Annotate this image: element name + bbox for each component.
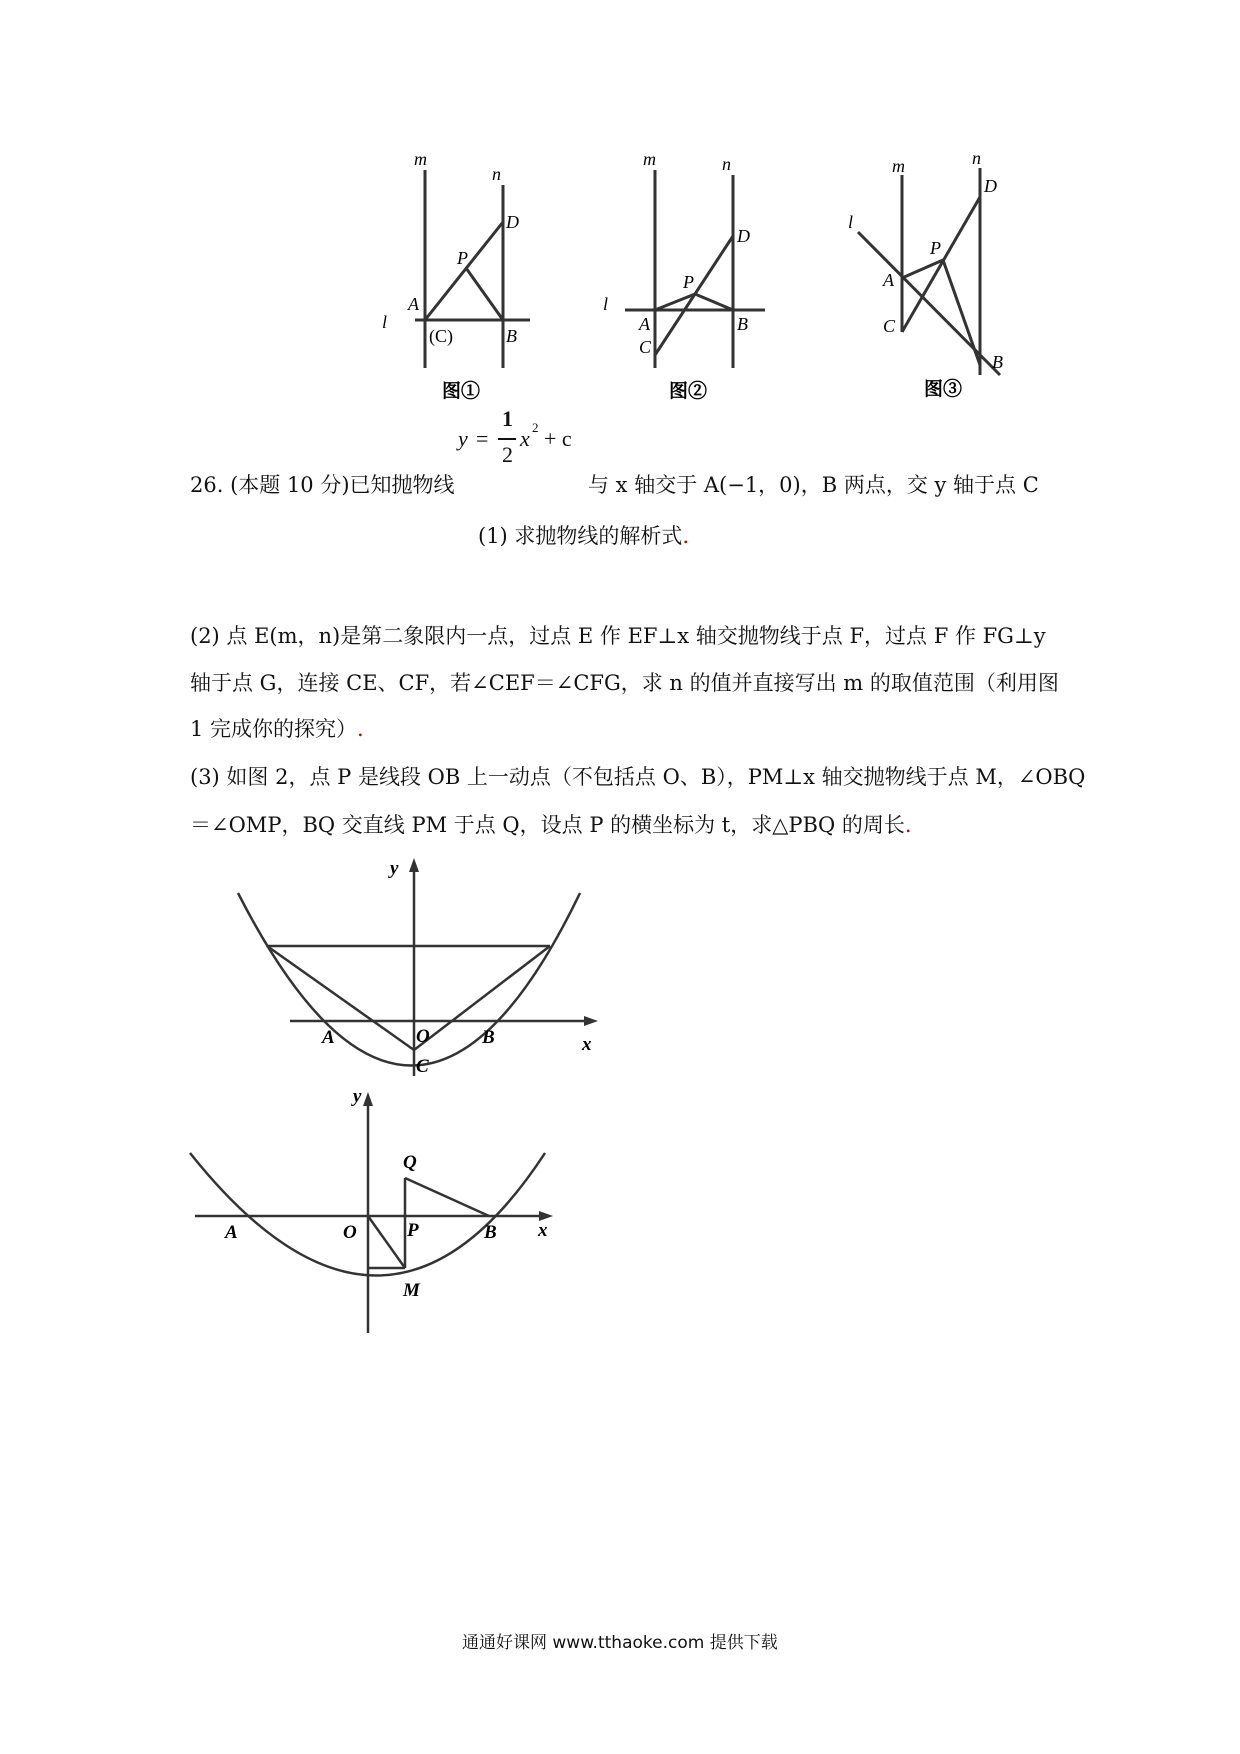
axis-label-x: x [538, 1220, 548, 1241]
point-B: B [482, 1027, 495, 1048]
point-A: A [322, 1027, 335, 1048]
formula-y: y [458, 426, 468, 451]
point-O: O [343, 1222, 357, 1243]
figure-1 [370, 150, 550, 410]
y-arrow [363, 1092, 373, 1106]
label-n: n [492, 164, 501, 184]
part1-text: (1) 求抛物线的解析式 [478, 524, 683, 548]
fraction-bar [498, 438, 516, 440]
formula-eq: = [476, 426, 489, 451]
part2-line3-text: 1 完成你的探究） [190, 717, 358, 741]
label-D: D [984, 176, 997, 196]
point-C: C [416, 1056, 429, 1077]
figure-3 [840, 150, 1040, 410]
label-A: A [408, 294, 419, 314]
formula-den: 2 [502, 442, 513, 467]
axis-label-y: y [353, 1088, 362, 1107]
label-D: D [506, 212, 519, 232]
part3-dot: . [904, 813, 912, 837]
label-P: P [683, 272, 694, 292]
problem-part2-line2: 轴于点 G，连接 CE、CF，若∠CEF＝∠CFG，求 n 的值并直接写出 m 的取值范围（利用图 [190, 671, 1059, 695]
label-A: A [883, 270, 894, 290]
label-C: C [883, 316, 896, 336]
label-n: n [972, 150, 981, 168]
figure-2 [600, 150, 780, 410]
label-B: B [506, 326, 517, 346]
label-l: l [848, 212, 854, 232]
caption-fig2: 图② [669, 381, 708, 402]
problem-part1 [478, 521, 689, 551]
formula-exp: 2 [532, 420, 539, 435]
caption-fig1: 图① [442, 381, 481, 402]
part1-dot: . [682, 524, 690, 548]
label-P: P [930, 238, 941, 258]
label-C: C [639, 337, 652, 357]
point-A: A [225, 1222, 238, 1243]
label-n: n [722, 154, 731, 174]
label-l: l [382, 312, 388, 332]
label-C: (C) [429, 326, 453, 346]
axis-label-y: y [390, 858, 399, 879]
formula-num: 1 [502, 406, 513, 431]
label-m: m [892, 156, 905, 176]
graph-1 [230, 858, 610, 1083]
label-B: B [992, 352, 1003, 372]
label-P: P [457, 248, 468, 268]
label-l: l [603, 294, 609, 314]
graph-2 [185, 1088, 565, 1336]
problem-part3-line1: (3) 如图 2，点 P 是线段 OB 上一动点（不包括点 O、B），PM⊥x 轴交抛物线于点 M，∠OBQ [190, 765, 1086, 789]
part3-line2-text: ＝∠OMP，BQ 交直线 PM 于点 Q，设点 P 的横坐标为 t，求△PBQ 的周长 [190, 813, 905, 837]
point-P: P [407, 1220, 419, 1241]
problem-part2-line3 [190, 714, 364, 744]
axis-label-x: x [582, 1034, 592, 1055]
formula-x: x [520, 426, 530, 451]
problem-line1-b: 与 x 轴交于 A(−1，0)，B 两点，交 y 轴于点 C [588, 473, 1039, 497]
point-B: B [484, 1222, 497, 1243]
label-B: B [737, 314, 748, 334]
point-M: M [403, 1280, 420, 1301]
point-O: O [416, 1026, 430, 1047]
page-footer: 通通好课网 www.tthaoke.com 提供下载 [462, 1633, 778, 1653]
y-arrow [409, 858, 419, 872]
part2-dot: . [357, 717, 364, 741]
label-D: D [737, 226, 750, 246]
point-Q: Q [403, 1152, 417, 1173]
parabola-formula [458, 406, 588, 472]
problem-part3-line2 [190, 810, 912, 840]
problem-part2-line1: (2) 点 E(m，n)是第二象限内一点，过点 E 作 EF⊥x 轴交抛物线于点 F，过点 F 作 FG⊥y [190, 624, 1046, 648]
formula-rest: + c [544, 426, 572, 451]
x-arrow [584, 1016, 598, 1026]
label-m: m [643, 150, 656, 169]
label-m: m [414, 150, 427, 169]
label-A: A [639, 314, 650, 334]
caption-fig3: 图③ [924, 379, 963, 400]
problem-line1-a: 26. (本题 10 分)已知抛物线 [190, 473, 455, 497]
